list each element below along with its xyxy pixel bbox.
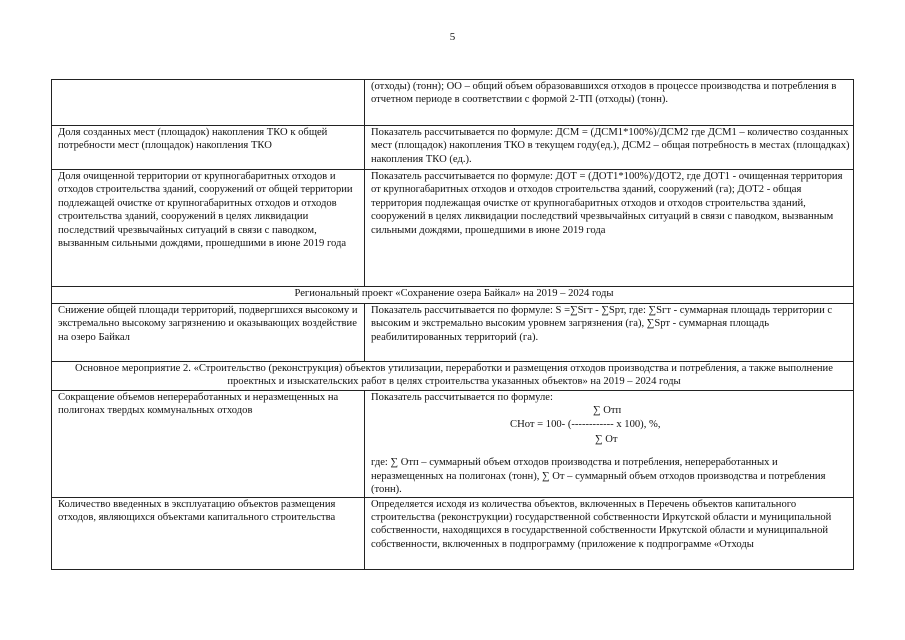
indicator-method-cell: Показатель рассчитывается по формуле: S =∑Sгт - ∑Sрт, где: ∑Sгт - суммарная площадь территории с высоким и экстремально высоким уровнем загрязнения (га), ∑Sрт - суммарная площадь реабилитированных территорий (га).	[365, 304, 854, 362]
formula-main: СНот = 100- (------------ х 100), %,	[510, 419, 661, 431]
indicator-name-cell: Количество введенных в эксплуатацию объектов размещения отходов, являющихся объектами капитального строительства	[52, 497, 365, 569]
indicator-method-cell: Показатель рассчитывается по формуле: ДОТ = (ДОТ1*100%)/ДОТ2, где ДОТ1 - очищенная территория от крупногабаритных отходов и отходов строительства зданий, сооружений (га); ДОТ2 - общая территория подлежащая очистке от крупногабаритных отходов и отходов строительства зданий, сооружений в целях ликвидации последствий чрезвычайных ситуаций в связи с паводком, вызванным сильными дождями, прошедшими в июне 2019 года	[365, 170, 854, 287]
page-number: 5	[449, 31, 456, 43]
section-heading-baikal: Региональный проект «Сохранение озера Байкал» на 2019 – 2024 годы	[52, 287, 854, 304]
formula-numerator: ∑ Отп	[593, 405, 622, 417]
section-row	[52, 362, 854, 391]
indicator-method-cell: Определяется исходя из количества объектов, включенных в Перечень объектов капитального строительства (реконструкции) государственной собственности Иркутской области и муниципальной собственности, находящихся в государственной собственности Иркутской области и муниципальной собственности, включенных в подпрограмму (приложение к подпрограмме «Отходы	[365, 497, 854, 569]
formula-explanation: где: ∑ Отп – суммарный объем отходов производства и потребления, непереработанных и неразмещенных на полигонах (тонн), ∑ От – суммарный объем отходов производства и потребления (тонн).	[371, 457, 826, 496]
indicator-name-cell: Сокращение объемов непереработанных и неразмещенных на полигонах твердых коммунальных отходов	[52, 391, 365, 498]
indicator-name-cell: Доля очищенной территории от крупногабаритных отходов и отходов строительства зданий, сооружений от общей территории подлежащей очистке от крупногабаритных отходов и отходов строительства зданий, сооружений в целях ликвидации последствий чрезвычайных ситуаций в связи с паводком, вызванным сильными дождями, прошедшими в июне 2019 года	[52, 170, 365, 287]
section-heading-activity-2: Основное мероприятие 2. «Строительство (реконструкция) объектов утилизации, переработки и размещения отходов производства и потребления, а также выполнение проектных и изыскательских работ в целях строительства указанных объектов» на 2019 – 2024 годы	[52, 362, 854, 391]
table-row	[52, 391, 854, 498]
indicator-name-cell: Снижение общей площади территорий, подвергшихся высокому и экстремально высокому загрязнению и оказывающих воздействие на озеро Байкал	[52, 304, 365, 362]
formula-intro: Показатель рассчитывается по формуле:	[371, 392, 553, 403]
indicators-table	[51, 79, 854, 570]
formula-denominator: ∑ От	[595, 434, 618, 446]
table-row	[52, 80, 854, 126]
indicator-method-cell: (отходы) (тонн); ОО – общий объем образовавшихся отходов в процессе производства и потребления в отчетном периоде в соответствии с формой 2-ТП (отходы) (тонн).	[365, 80, 854, 126]
table-row	[52, 497, 854, 569]
section-row	[52, 287, 854, 304]
table-row	[52, 170, 854, 287]
indicator-method-cell	[365, 391, 854, 498]
indicator-name-cell: Доля созданных мест (площадок) накопления ТКО к общей потребности мест (площадок) накопления ТКО	[52, 126, 365, 170]
indicator-method-cell: Показатель рассчитывается по формуле: ДСМ = (ДСМ1*100%)/ДСМ2 где ДСМ1 – количество созданных мест (площадок) накопления ТКО в текущем году(ед.), ДСМ2 – общая потребность в местах (площадках) накопления ТКО (ед.).	[365, 126, 854, 170]
indicator-name-cell	[52, 80, 365, 126]
formula-block	[371, 404, 850, 456]
table-row	[52, 304, 854, 362]
table-row	[52, 126, 854, 170]
